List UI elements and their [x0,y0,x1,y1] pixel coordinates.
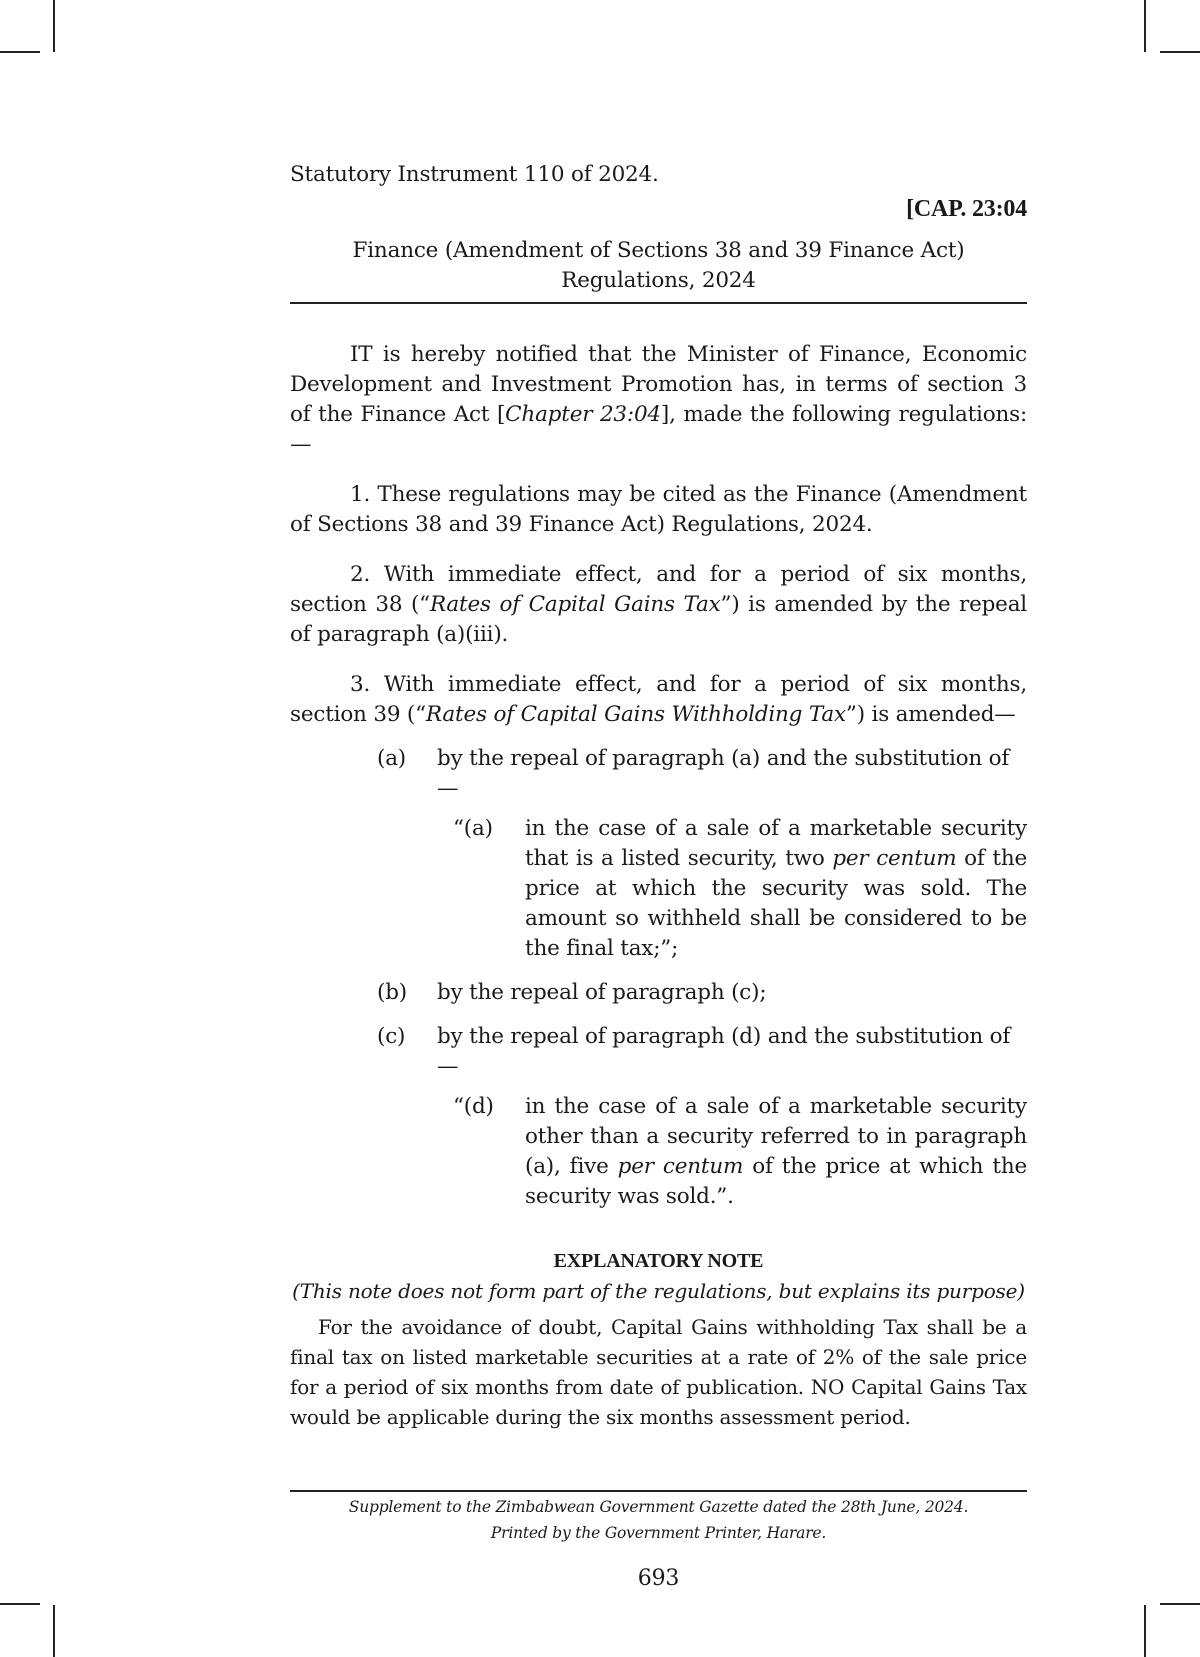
section-2-text: 2. With immediate effect, and for a period of six months, section 38 (“ [290,562,1027,617]
crop-mark [53,0,55,52]
intro-text-end: ], made the following regulations:— [290,402,1027,457]
section-3 [290,670,1027,730]
per-centum: per centum [832,846,957,871]
crop-mark [0,1603,40,1605]
crop-mark [53,1605,55,1657]
intro-text: IT is hereby notified that the Minister of Finance, Economic Development and Investment Promotion has, in terms of section 3 of the Finance Act [ [290,342,1027,427]
crop-mark [1144,1605,1146,1657]
chapter-citation: Chapter 23:04 [505,402,661,427]
subitem-label: “(a) [453,816,493,841]
section-3-text: 3. With immediate effect, and for a period of six months, section 39 (“ [290,672,1027,727]
crop-mark [0,51,40,53]
crop-mark [1160,51,1200,53]
item-c [290,1022,1027,1082]
section-2 [290,560,1027,650]
title-line-2: Regulations, 2024 [561,268,756,293]
footer-divider [290,1490,1027,1492]
crop-mark [1144,0,1146,52]
section-2-title: Rates of Capital Gains Tax [429,592,721,617]
subitem-text-start: in the case of a sale of a marketable security that is a listed security, two [525,816,1027,871]
subitem-text-end: of the price at which the security was sold. The amount so withheld shall be considered to be the final tax;”; [525,846,1027,961]
explanatory-note-body: For the avoidance of doubt, Capital Gains withholding Tax shall be a final tax on listed marketable securities at a rate of 2% of the sale price for a period of six months from date of publication. NO Capital Gains Tax would be applicable during the six months assessment period. [290,1315,1027,1429]
explanatory-note-heading: EXPLANATORY NOTE [553,1250,764,1272]
crop-mark [1160,1603,1200,1605]
item-b [290,978,1027,1008]
subitem-a [290,814,1027,964]
title-line-1: Finance (Amendment of Sections 38 and 39 Finance Act) [352,238,965,263]
subitem-text-end: of the price at which the security was sold.”. [525,1154,1027,1209]
intro-paragraph [290,340,1027,460]
item-text: by the repeal of paragraph (c); [437,980,767,1005]
item-label: (b) [377,980,407,1005]
page-number: 693 [637,1566,680,1591]
subitem-d [290,1092,1027,1212]
document-page [290,160,1027,1594]
chapter-reference: [CAP. 23:04 [906,196,1027,222]
section-3-text-end: ”) is amended— [845,702,1016,727]
section-2-text-end: ”) is amended by the repeal of paragraph (a)(iii). [290,592,1027,647]
footer-printer: Printed by the Government Printer, Harare. [490,1524,827,1542]
subitem-text-start: in the case of a sale of a marketable security other than a security referred to in paragraph (a), five [525,1094,1027,1179]
item-a [290,744,1027,804]
item-label: (a) [377,746,406,771]
instrument-number: Statutory Instrument 110 of 2024. [290,162,659,187]
subitem-text [525,1092,1027,1212]
section-3-title: Rates of Capital Gains Withholding Tax [425,702,846,727]
footer-supplement: Supplement to the Zimbabwean Government Gazette dated the 28th June, 2024. [348,1498,969,1516]
section-1: 1. These regulations may be cited as the Finance (Amendment of Sections 38 and 39 Finance Act) Regulations, 2024. [290,482,1027,537]
item-text: by the repeal of paragraph (a) and the substitution of— [437,746,1010,801]
subitem-text [525,814,1027,964]
explanatory-note-subheading: (This note does not form part of the regulations, but explains its purpose) [292,1279,1025,1303]
item-label: (c) [377,1024,406,1049]
per-centum: per centum [617,1154,744,1179]
item-text: by the repeal of paragraph (d) and the substitution of— [437,1024,1011,1079]
subitem-label: “(d) [453,1094,494,1119]
regulation-title [290,236,1027,304]
